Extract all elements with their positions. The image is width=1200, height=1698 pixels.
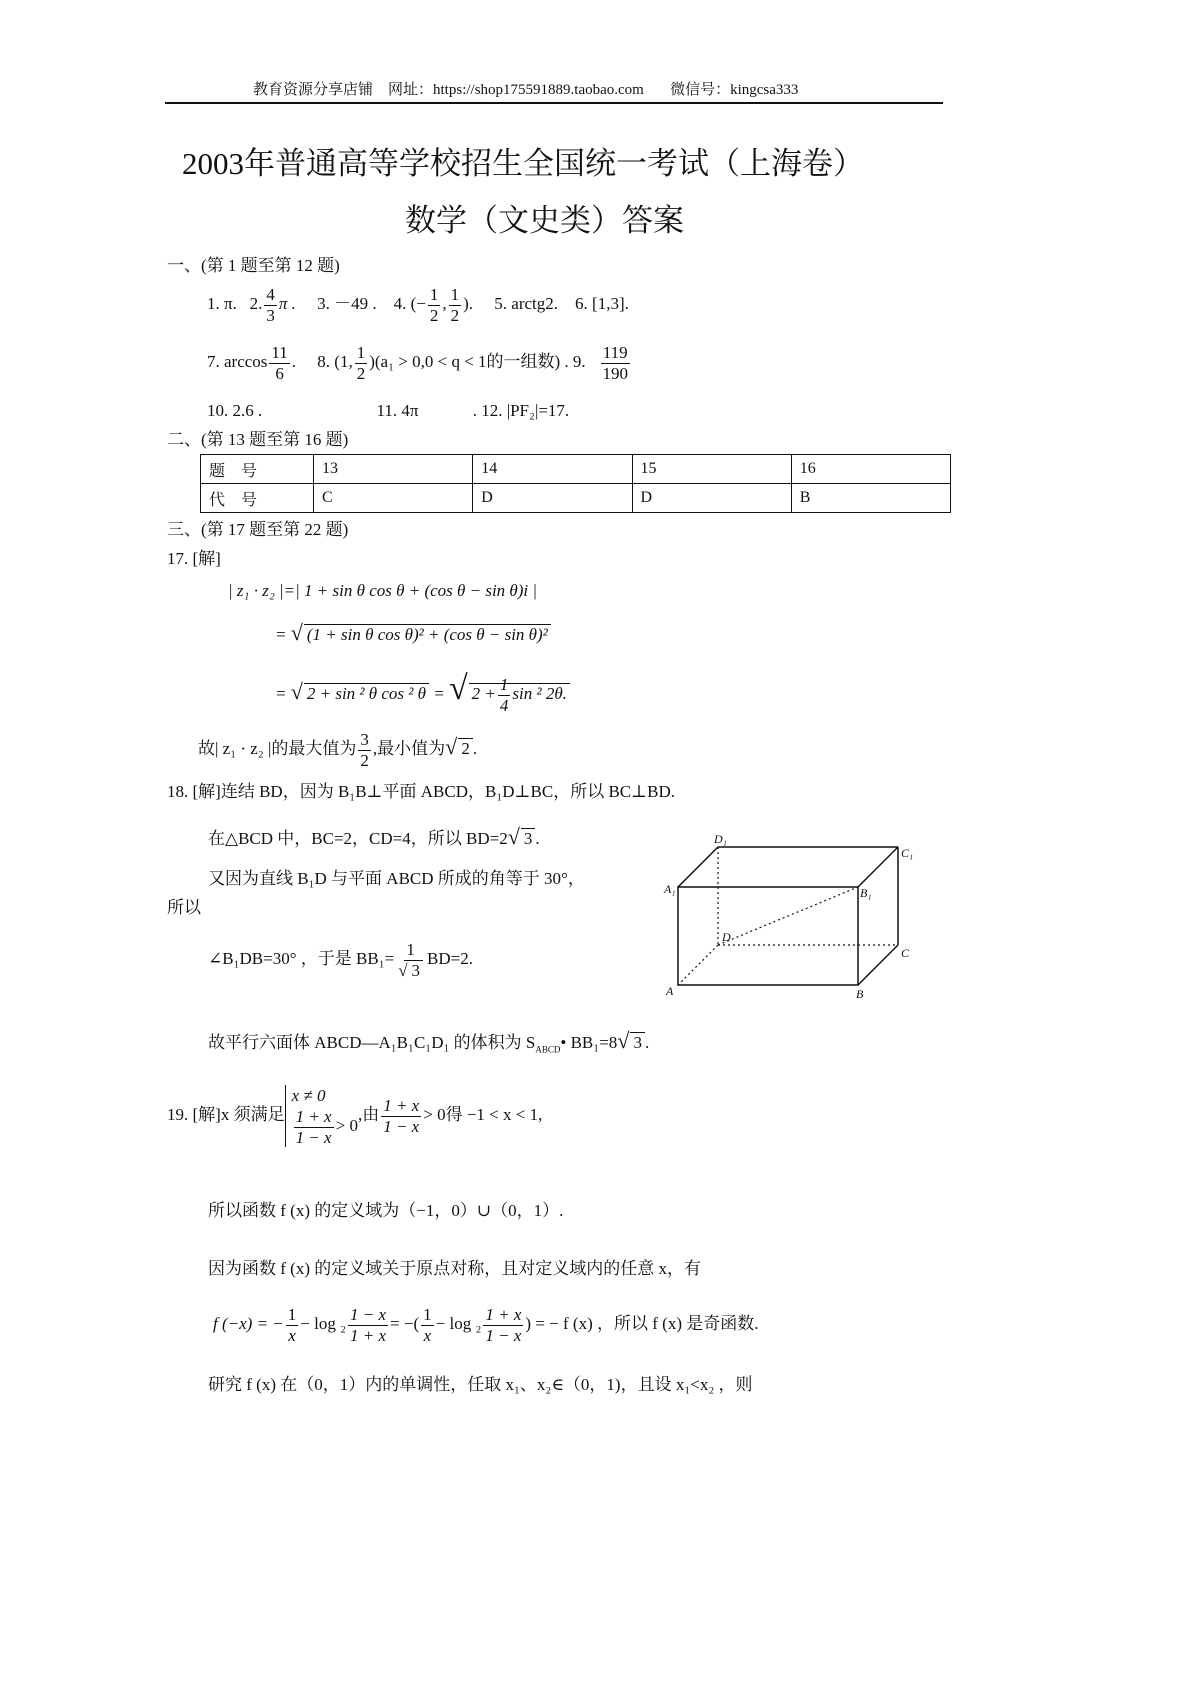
q17-line-3: = √ 2 + sin ² θ cos ² θ = √ 2 + $\frac{1}{4}$ sin ² 2θ. <box>275 672 570 715</box>
q18-line-2: 在△BCD 中，BC=2，CD=4，所以 BD=2√ 3 . <box>208 824 540 849</box>
q17-line-1: | z₁ · z₂ |=| 1 + sin θ cos θ + (cos θ − sin θ)i | <box>228 581 538 600</box>
answer-11: 11. 4π <box>376 401 419 420</box>
q18-line-1: 18. [解]连结 BD，因为 B₁B⊥平面 ABCD，B₁D⊥BC，所以 BC⊥BD. <box>167 782 675 801</box>
header-rule <box>165 102 943 104</box>
answer-7: 7. arccos <box>207 351 268 371</box>
q19-line-5: 研究 f (x) 在（0，1）内的单调性，任取 x₁、x₂∈（0，1)，且设 x₁<x₂ ，则 <box>208 1375 753 1394</box>
answer-3: 3. －49 . <box>317 293 377 313</box>
q18-line-5: ∠B₁DB=30° ，于是 BB₁= $\frac{1}{√ 3}$ BD=2. <box>208 940 473 980</box>
answer-8: 8. (1, <box>317 351 353 371</box>
q17-line-2: = √ (1 + sin θ cos θ)² + (cos θ − sin θ)² <box>275 622 551 644</box>
shop-url: 网址：https://shop175591889.taobao.com <box>388 82 644 98</box>
answer-12: . 12. |PF₂|=17. <box>472 401 570 420</box>
vertex-label: D <box>722 930 731 944</box>
vertex-label: D₁ <box>714 832 727 846</box>
q18-line-3: 又因为直线 B₁D 与平面 ABCD 所成的角等于 30°， <box>208 869 585 888</box>
answer-9: $\frac{119}{190}$ <box>602 343 628 383</box>
vertex-label: A <box>666 984 674 998</box>
answer-10: 10. 2.6 . <box>207 401 263 420</box>
answer-5: 5. arctg2. <box>494 293 559 313</box>
answers-row-2: 7. arccos $\frac{11}{6}$ . 8. (1, $\frac{1}{2}$ )(a₁ > 0,0 < q < 1的一组数) . 9. $\frac{119}{190}$ <box>207 343 628 383</box>
section-2-heading: 二、(第 13 题至第 16 题) <box>167 430 349 449</box>
wechat-id: 微信号：kingcsa333 <box>670 82 799 98</box>
shop-name: 教育资源分享店铺 <box>253 82 374 98</box>
vertex-label: B₁ <box>860 886 872 900</box>
parallelepiped-figure <box>650 825 930 1010</box>
vertex-label: A₁ <box>664 882 676 896</box>
vertex-label: B <box>856 987 864 1001</box>
answer-4: 4. (− <box>393 293 426 313</box>
q19-line-4: f (−x) = − $\frac{1}{x}$ − log ₂ $\frac{1 - x}{1 + x}$ = −( $\frac{1}{x}$ − log ₂ $\frac{1 + x}{1 - x}$ ) = − f (x) ，所以 f (x) 是奇函数. <box>213 1305 759 1345</box>
answers-row-1: 1. π. 2. $\frac{4}{3}$ π . 3. －49 . 4. (− $\frac{1}{2}$ , $\frac{1}{2}$ ). 5. arctg2. 6. [1,3]. <box>207 285 629 325</box>
q19-line-3: 因为函数 f (x) 的定义域关于原点对称，且对定义域内的任意 x，有 <box>208 1259 701 1278</box>
q17-conclusion: 故| z₁ · z₂ |的最大值为 $\frac{3}{2}$ ,最小值为√ 2 . <box>198 730 478 770</box>
doc-title: 2003年普通高等学校招生全国统一考试（上海卷） <box>182 146 864 181</box>
answer-table <box>200 454 951 513</box>
vertex-label: C₁ <box>901 846 914 860</box>
vertex-label: C <box>901 946 910 960</box>
q18-line-6: 故平行六面体 ABCD—A₁B₁C₁D₁ 的体积为 $S_{ABCD}•$ BB₁=8√ 3 . <box>208 1028 650 1055</box>
fraction: $\frac{4}{3}$ <box>266 285 275 325</box>
doc-subtitle: 数学（文史类）答案 <box>405 203 684 238</box>
q19-line-2: 所以函数 f (x) 的定义域为（−1，0）∪（0，1）. <box>208 1201 564 1220</box>
page-header <box>253 83 798 98</box>
q19-line-1: 19. [解]x 须满足 x ≠ 0 $\frac{1 + x}{1 - x}$ > 0 ,由 $\frac{1 + x}{1 - x}$ > 0得 −1 < x < 1, <box>167 1086 543 1147</box>
answer-1: 1. π. <box>207 293 237 313</box>
q18-line-4: 所以 <box>167 898 201 917</box>
table-row: 题 号 13 14 15 16 <box>201 455 951 484</box>
section-3-heading: 三、(第 17 题至第 22 题) <box>167 520 349 539</box>
answers-row-3 <box>207 402 569 419</box>
answer-2-label: 2. <box>249 293 263 313</box>
answer-6: 6. [1,3]. <box>575 293 629 313</box>
table-row: 代 号 C D D B <box>201 484 951 513</box>
section-1-heading: 一、(第 1 题至第 12 题) <box>167 256 340 275</box>
q17-label: 17. [解] <box>167 549 221 568</box>
